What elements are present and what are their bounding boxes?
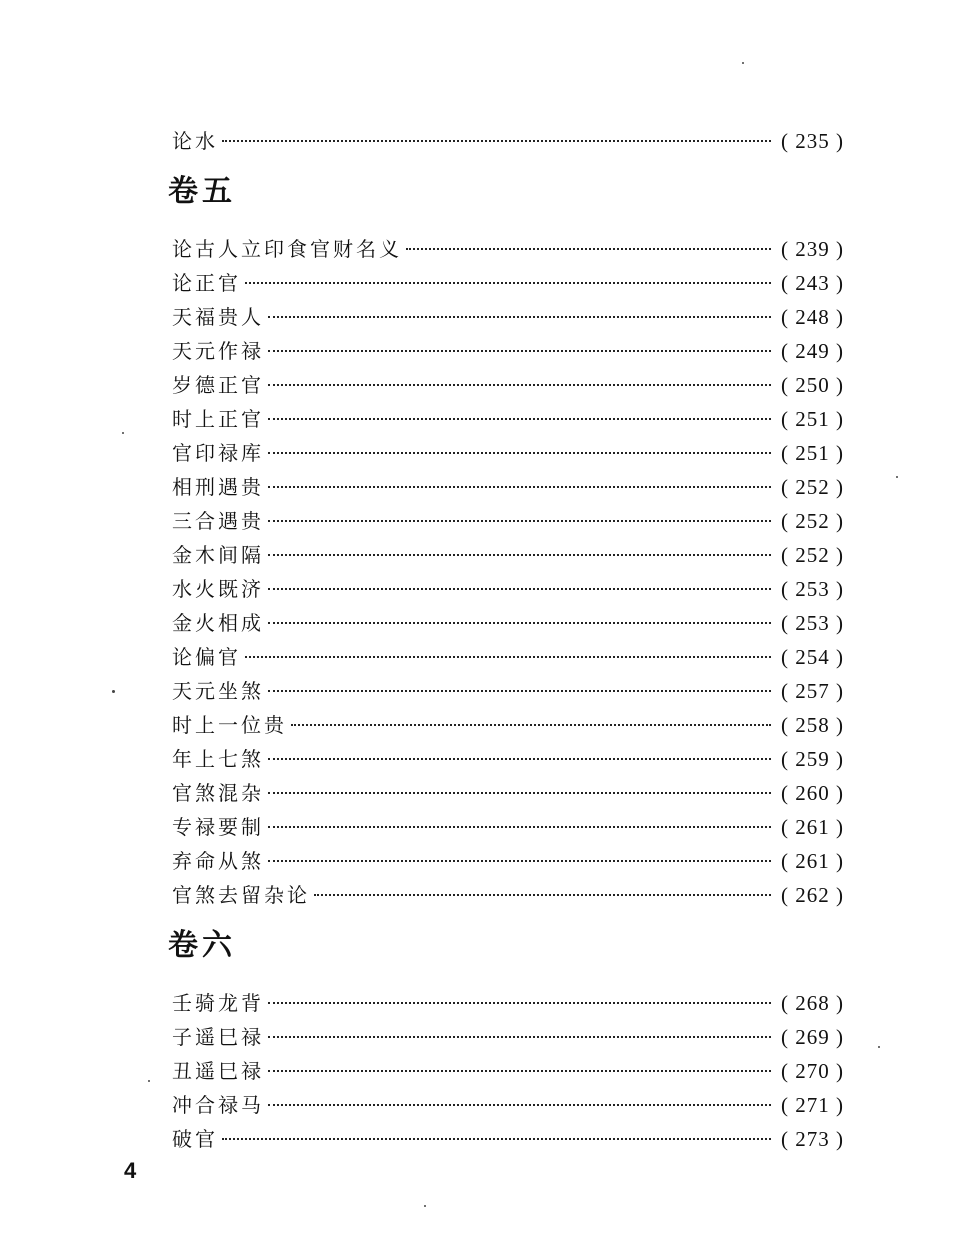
toc-entry[interactable] xyxy=(172,810,844,844)
dot-leader xyxy=(268,350,771,352)
dot-leader xyxy=(268,316,771,318)
toc-entry-page: ( 254 ) xyxy=(781,645,844,669)
toc-entry[interactable] xyxy=(172,504,844,538)
toc-entry-page: ( 249 ) xyxy=(781,339,844,363)
toc-entry-title: 丑遥巳禄 xyxy=(172,1059,264,1083)
toc-entry-page: ( 269 ) xyxy=(781,1025,844,1049)
toc-entry-page: ( 239 ) xyxy=(781,237,844,261)
toc-entry-page: ( 250 ) xyxy=(781,373,844,397)
toc-entry-title: 专禄要制 xyxy=(172,815,264,839)
toc-entry-title: 相刑遇贵 xyxy=(172,475,264,499)
toc-entry[interactable] xyxy=(172,606,844,640)
toc-entry[interactable] xyxy=(172,334,844,368)
toc-entry-page: ( 252 ) xyxy=(781,475,844,499)
toc-entry[interactable] xyxy=(172,1054,844,1088)
toc-entry[interactable] xyxy=(172,300,844,334)
toc-entry-title: 天福贵人 xyxy=(172,305,264,329)
dot-leader xyxy=(406,248,771,250)
toc-entry-title: 时上正官 xyxy=(172,407,264,431)
toc-entry-title: 水火既济 xyxy=(172,577,264,601)
dot-leader xyxy=(268,758,771,760)
toc-entry[interactable] xyxy=(172,844,844,878)
toc-entry-page: ( 261 ) xyxy=(781,815,844,839)
dot-leader xyxy=(268,1002,771,1004)
scan-speck xyxy=(148,1080,150,1082)
toc-entry[interactable] xyxy=(172,878,844,912)
toc-entry-title: 年上七煞 xyxy=(172,747,264,771)
toc-entry-page: ( 262 ) xyxy=(781,883,844,907)
dot-leader xyxy=(245,282,771,284)
toc-entry-title: 官煞去留杂论 xyxy=(172,883,310,907)
toc-entry[interactable] xyxy=(172,368,844,402)
scan-speck xyxy=(112,690,115,693)
scan-speck xyxy=(742,62,744,64)
toc-entry-page: ( 253 ) xyxy=(781,611,844,635)
toc-entry-page: ( 260 ) xyxy=(781,781,844,805)
toc-entry-page: ( 270 ) xyxy=(781,1059,844,1083)
toc-entry[interactable] xyxy=(172,986,844,1020)
dot-leader xyxy=(268,792,771,794)
table-of-contents xyxy=(168,124,844,1156)
dot-leader xyxy=(222,1138,771,1140)
toc-entry-page: ( 273 ) xyxy=(781,1127,844,1151)
toc-entry-title: 弃命从煞 xyxy=(172,849,264,873)
section-heading-juan-wu: 卷五 xyxy=(168,174,236,209)
dot-leader xyxy=(222,140,771,142)
toc-entry-title: 金火相成 xyxy=(172,611,264,635)
toc-entry[interactable] xyxy=(172,470,844,504)
dot-leader xyxy=(268,554,771,556)
toc-entry-title: 壬骑龙背 xyxy=(172,991,264,1015)
toc-entry-page: ( 259 ) xyxy=(781,747,844,771)
toc-entry-title: 天元坐煞 xyxy=(172,679,264,703)
dot-leader xyxy=(268,1104,771,1106)
toc-entry-title: 时上一位贵 xyxy=(172,713,287,737)
toc-entry-page: ( 268 ) xyxy=(781,991,844,1015)
toc-entry-title: 官煞混杂 xyxy=(172,781,264,805)
toc-entry-page: ( 248 ) xyxy=(781,305,844,329)
toc-entry-page: ( 253 ) xyxy=(781,577,844,601)
toc-entry-title: 岁德正官 xyxy=(172,373,264,397)
toc-entry-page: ( 251 ) xyxy=(781,407,844,431)
toc-entry-page: ( 252 ) xyxy=(781,543,844,567)
toc-entry[interactable] xyxy=(172,266,844,300)
toc-entry[interactable] xyxy=(172,674,844,708)
dot-leader xyxy=(268,622,771,624)
toc-entry-title: 论古人立印食官财名义 xyxy=(172,237,402,261)
toc-entry[interactable] xyxy=(172,742,844,776)
dot-leader xyxy=(268,486,771,488)
dot-leader xyxy=(268,588,771,590)
toc-entry[interactable] xyxy=(172,1088,844,1122)
section-heading-juan-liu: 卷六 xyxy=(168,928,236,963)
toc-entry[interactable] xyxy=(172,1020,844,1054)
toc-entry-title: 金木间隔 xyxy=(172,543,264,567)
dot-leader xyxy=(245,656,771,658)
toc-entry-title: 论正官 xyxy=(172,271,241,295)
toc-entry-page: ( 261 ) xyxy=(781,849,844,873)
scan-speck xyxy=(896,476,898,478)
toc-entry-page: ( 252 ) xyxy=(781,509,844,533)
dot-leader xyxy=(291,724,771,726)
toc-entry-page: ( 251 ) xyxy=(781,441,844,465)
toc-entry[interactable] xyxy=(172,538,844,572)
page-number: 4 xyxy=(124,1158,137,1183)
toc-entry-title: 子遥巳禄 xyxy=(172,1025,264,1049)
dot-leader xyxy=(268,1036,771,1038)
toc-entry[interactable] xyxy=(172,1122,844,1156)
toc-entry-page: ( 235 ) xyxy=(781,129,844,153)
toc-entry-title: 冲合禄马 xyxy=(172,1093,264,1117)
toc-entry-lun-shui[interactable] xyxy=(172,124,844,158)
toc-entry[interactable] xyxy=(172,402,844,436)
dot-leader xyxy=(314,894,771,896)
toc-entry-title: 三合遇贵 xyxy=(172,509,264,533)
dot-leader xyxy=(268,384,771,386)
toc-entry-title: 官印禄库 xyxy=(172,441,264,465)
scan-speck xyxy=(424,1205,426,1207)
toc-entry-page: ( 243 ) xyxy=(781,271,844,295)
toc-entry-page: ( 271 ) xyxy=(781,1093,844,1117)
scan-speck xyxy=(878,1046,880,1048)
dot-leader xyxy=(268,826,771,828)
toc-entry[interactable] xyxy=(172,436,844,470)
dot-leader xyxy=(268,690,771,692)
dot-leader xyxy=(268,452,771,454)
dot-leader xyxy=(268,520,771,522)
toc-entry[interactable] xyxy=(172,640,844,674)
toc-entry-title: 破官 xyxy=(172,1127,218,1151)
toc-entry[interactable] xyxy=(172,708,844,742)
toc-entry[interactable] xyxy=(172,776,844,810)
toc-entry-page: ( 258 ) xyxy=(781,713,844,737)
toc-entry-title: 天元作禄 xyxy=(172,339,264,363)
toc-entry[interactable] xyxy=(172,572,844,606)
dot-leader xyxy=(268,860,771,862)
dot-leader xyxy=(268,1070,771,1072)
toc-entry[interactable] xyxy=(172,232,844,266)
toc-entry-title: 论偏官 xyxy=(172,645,241,669)
dot-leader xyxy=(268,418,771,420)
toc-entry-title: 论水 xyxy=(172,129,218,153)
scan-speck xyxy=(122,432,124,434)
toc-entry-page: ( 257 ) xyxy=(781,679,844,703)
